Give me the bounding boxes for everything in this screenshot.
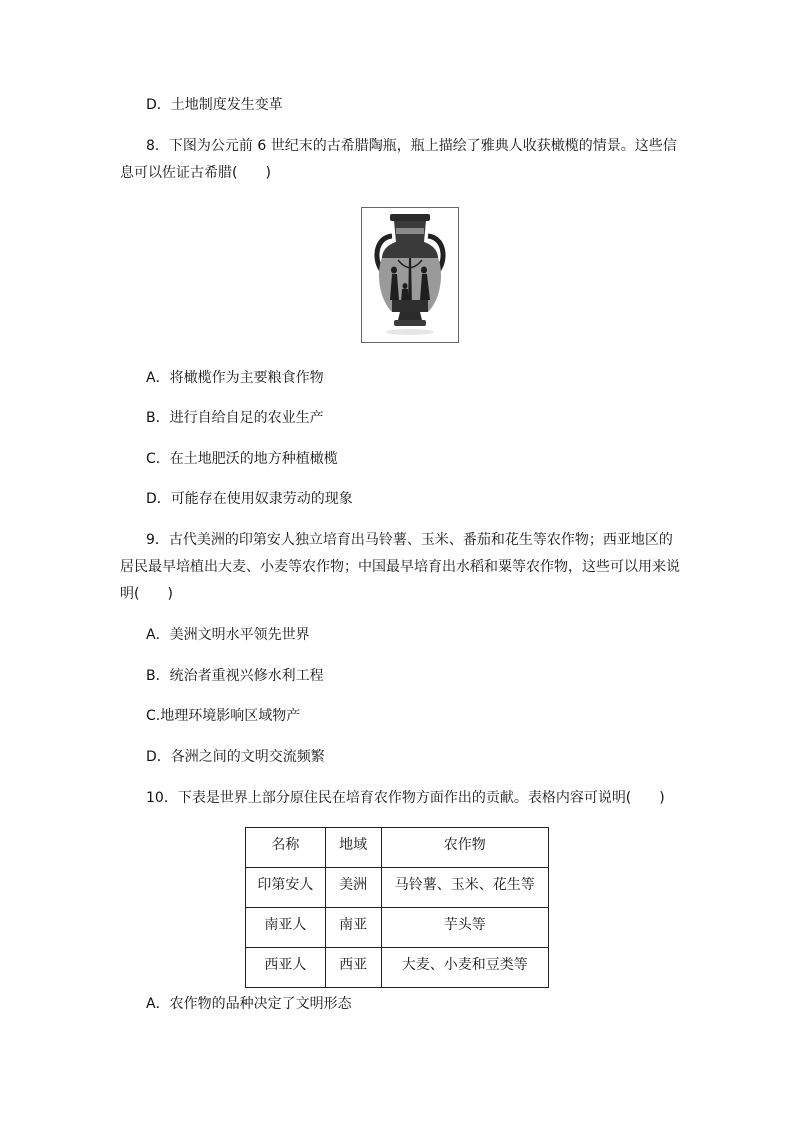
q8-option-c: C．在土地肥沃的地方种植橄榄 — [146, 451, 338, 467]
q7-option-d: D．土地制度发生变革 — [146, 97, 283, 113]
table-header-cell: 农作物 — [381, 828, 548, 868]
table-cell: 马铃薯、玉米、花生等 — [381, 868, 548, 908]
amphora-image — [362, 208, 458, 342]
q8-option-b: B．进行自给自足的农业生产 — [146, 410, 324, 426]
table-cell: 南亚 — [325, 908, 381, 948]
crops-table — [245, 827, 549, 988]
table-cell: 大麦、小麦和豆类等 — [381, 948, 548, 988]
table-cell: 美洲 — [325, 868, 381, 908]
table-row — [246, 908, 549, 948]
q8-option-d: D．可能存在使用奴隶劳动的现象 — [146, 491, 353, 507]
table-header-row — [246, 828, 549, 868]
q9-option-b: B．统治者重视兴修水利工程 — [146, 668, 324, 684]
table-header-cell: 名称 — [246, 828, 326, 868]
q9-stem-line1: 9．古代美洲的印第安人独立培育出马铃薯、玉米、番茄和花生等农作物；西亚地区的 — [146, 532, 673, 548]
table-row — [246, 948, 549, 988]
q9-option-a: A．美洲文明水平领先世界 — [146, 627, 310, 643]
table-header-cell: 地域 — [325, 828, 381, 868]
table-cell: 南亚人 — [246, 908, 326, 948]
table-row — [246, 868, 549, 908]
table-cell: 西亚 — [325, 948, 381, 988]
q8-stem-line1: 8．下图为公元前 6 世纪末的古希腊陶瓶，瓶上描绘了雅典人收获橄榄的情景。这些信 — [146, 138, 677, 154]
table-cell: 印第安人 — [246, 868, 326, 908]
greek-amphora-figure — [361, 207, 459, 343]
q9-stem-line3: 明( ) — [120, 586, 173, 602]
q10-stem: 10．下表是世界上部分原住民在培育农作物方面作出的贡献。表格内容可说明( ) — [146, 790, 665, 806]
table-cell: 芋头等 — [381, 908, 548, 948]
q8-stem-line2: 息可以佐证古希腊( ) — [120, 165, 271, 181]
q9-option-d: D．各洲之间的文明交流频繁 — [146, 749, 325, 765]
table-cell: 西亚人 — [246, 948, 326, 988]
q9-option-c: C.地理环境影响区域物产 — [146, 708, 301, 724]
q9-stem-line2: 居民最早培植出大麦、小麦等农作物；中国最早培育出水稻和粟等农作物，这些可以用来说 — [120, 559, 680, 575]
q10-option-a: A．农作物的品种决定了文明形态 — [146, 996, 352, 1012]
q8-option-a: A．将橄榄作为主要粮食作物 — [146, 370, 324, 386]
